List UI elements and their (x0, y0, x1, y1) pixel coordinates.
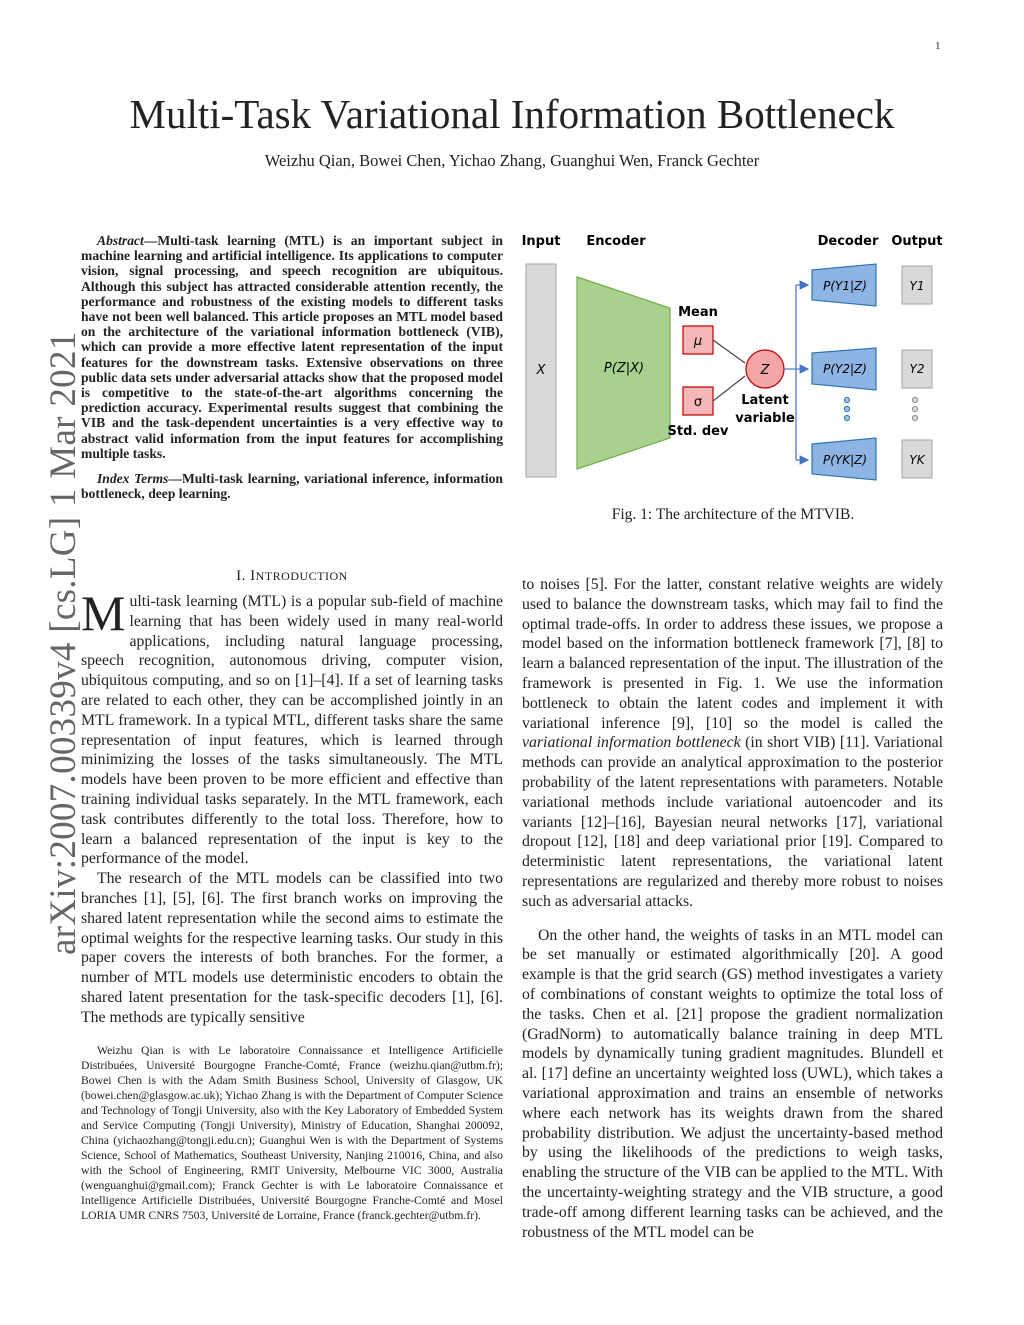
abstract-block (81, 233, 503, 501)
decoder-ellipsis-dot (844, 406, 849, 411)
right-paragraph-1-text-a: to noises [5]. For the latter, constant relative weights are widely used to balance the downstream tasks, which may fail to find the optimal trade-offs. In order to address these issues, we propose a model based on the information bottleneck framework [7], [8] to learn a balanced representation of the input. The illustration of the framework is presented in Fig. 1. We use the information bottleneck to obtain the latent codes and implement it with variational inference [9], [10] so the model is called the (522, 576, 943, 732)
abstract-label: Abstract (97, 233, 144, 248)
decoder-ellipsis-dot (844, 415, 849, 420)
index-terms (81, 471, 503, 501)
latent-title-line-1: Latent (741, 393, 789, 408)
intro-paragraph-1-text: ulti-task learning (MTL) is a popular sub-field of machine learning that has been widely used in many real-world applications, including natural language processing, speech recognition, autonomous driving, computer vision, ubiquitous computing, and so on [1]–[4]. If a set of learning tasks are related to each other, they can be accomplished jointly in an MTL framework. In a typical MTL, different tasks share the same representation of input features, which is learned through minimizing the losses of the tasks simultaneously. The MTL models have been proven to be more efficient and effective than training individual tasks separately. In the MTL framework, each task contributes differently to the total loss. Therefore, how to learn a balanced representation of the input is key to the performance of the model. (81, 593, 503, 868)
abstract-text: —Multi-task learning (MTL) is an important subject in machine learning and artificial intelligence. Its applications to computer vision, signal processing, and speech recognition are ubiquitous. Although this subject has attracted considerable attention recently, the performance and robustness of the existing models to different tasks have not been well balanced. This article proposes an MTL model based on the architecture of the variational information bottleneck (VIB), which can provide a more effective latent representation of the input features for the downstream tasks. Extensive observations on three public data sets under adversarial attacks show that the proposed model is competitive to the state-of-the-art algorithms concerning the prediction accuracy. Experimental results suggest that combining the VIB and the task-dependent uncertainties is a very effective way to abstract valid information from the input features for accomplishing multiple tasks. (81, 233, 503, 461)
abstract (81, 233, 503, 461)
author-list: Weizhu Qian, Bowei Chen, Yichao Zhang, Guanghui Wen, Franck Gechter (264, 151, 760, 170)
index-terms-text: —Multi-task learning, variational inference, information bottleneck, deep learning. (81, 471, 503, 502)
input-label: X (536, 363, 546, 378)
footnote-text: Weizhu Qian is with Le laboratoire Connaissance et Intelligence Artificielle Distribuées, Université Bourgogne Franche-Comté, France (weizhu.qian@utbm.fr); Bowei Chen is with the Adam Smith Business School, University of Glasgow, UK (bowei.chen@glasgow.ac.uk); Yichao Zhang is with the Department of Computer Science and Technology of Tongji University, also with the Key Laboratory of Embedded System and Service Computing (Tongji University), Ministry of Education, Shanghai 200092, China (yichaozhang@tongji.edu.cn); Guanghui Wen is with the Department of Systems Science, School of Mathematics, Southeast University, Nanjing 210016, China, and also with the School of Engineering, RMIT University, Melbourne VIC 3000, Australia (wenguanghui@gmail.com); Franck Gechter is with Le laboratoire Connaissance et Intelligence Artificielle Distribuées, Université Bourgogne Franche-Comté and Mosel LORIA UMR CNRS 7503, Université de Lorraine, France (franck.gechter@utbm.fr). (81, 1044, 503, 1222)
decoder-1-label: P(Y1|Z) (823, 279, 867, 293)
output-1-label: Y1 (909, 279, 925, 293)
latent-symbol: Z (760, 363, 770, 378)
header-output: Output (891, 234, 943, 249)
right-paragraph-1-text-b: (in short VIB) [11]. Variational methods can provide an analytical approximation to the posterior probability of the latent representations with parameters. Notable variational methods include variational autoencoder and its variants [12]–[16], Bayesian neural networks [17], variational dropout [12], [18] and deep variational prior [19]. Compared to deterministic latent representations, the variational latent representations are regularized and thereby more robust to noises such as adversarial attacks. (522, 734, 943, 910)
intro-paragraph-1 (81, 585, 503, 869)
arxiv-identifier: arXiv:2007.00339v4 [cs.LG] 1 Mar 2021 (43, 331, 84, 955)
figure-caption: Fig. 1: The architecture of the MTVIB. (611, 506, 855, 523)
output-ellipsis-dot (912, 406, 917, 411)
mean-title: Mean (678, 305, 718, 320)
figure-architecture (518, 228, 948, 490)
intro-paragraph-2: The research of the MTL models can be classified into two branches [1], [5], [6]. The first branch works on improving the shared latent representation while the second aims to estimate the optimal weights for the respective learning tasks. Our study in this paper covers the interests of both branches. For the former, a number of MTL models use deterministic encoders to obtain the shared latent presentation for the task-specific decoders [1], [6]. The methods are typically sensitive (81, 870, 503, 1026)
author-affiliation-footnote (81, 1043, 503, 1223)
output-ellipsis-dot (912, 397, 917, 402)
latent-title-line-2: variable (735, 411, 795, 426)
page-number: 1 (935, 40, 941, 52)
mean-symbol: μ (693, 334, 703, 349)
architecture-diagram (518, 228, 948, 490)
index-terms-label: Index Terms (97, 471, 169, 487)
output-ellipsis-dot (912, 415, 917, 420)
header-encoder: Encoder (586, 234, 646, 249)
std-symbol: σ (693, 395, 703, 410)
section-title-initial: I (250, 568, 256, 584)
section-heading-introduction (81, 568, 503, 585)
decoder-2-label: P(Y2|Z) (823, 362, 867, 376)
drop-cap: M (81, 585, 126, 641)
decoder-ellipsis-dot (844, 397, 849, 402)
introduction-left-column (81, 585, 503, 1028)
paper-title: Multi-Task Variational Information Bottleneck (129, 91, 895, 137)
header-decoder: Decoder (817, 234, 879, 249)
output-2-label: Y2 (909, 362, 925, 376)
encoder-label: P(Z|X) (603, 361, 645, 376)
right-paragraph-1 (522, 575, 943, 912)
output-k-label: YK (909, 453, 925, 467)
std-title: Std. dev (667, 424, 729, 439)
section-title-rest: NTRODUCTION (255, 569, 348, 583)
mean-to-latent-line (713, 340, 745, 363)
section-number: I. (236, 568, 246, 584)
decoder-k-label: P(YK|Z) (822, 453, 868, 467)
header-input: Input (521, 234, 561, 249)
introduction-right-column (522, 575, 943, 1242)
right-paragraph-2: On the other hand, the weights of tasks in an MTL model can be set manually or estimated algorithmically [20]. A good example is that the grid search (GS) method investigates a variety of combinations of constant weights to optimize the total loss of the tasks. Chen et al. [21] propose the gradient normalization (GradNorm) to automatically balance training in deep MTL models by dynamically tuning gradient magnitudes. Blundell et al. [17] define an uncertainty weighted loss (UWL), which takes a variational approximation and trains an ensemble of networks where each network has its weights drawn from the shared probability distribution. We adjust the uncertainty-based method by using the likelihoods of the predictions to weigh tasks, enabling the structure of the VIB can be applied to the MTL. With the uncertainty-weighting strategy and the VIB structure, a good trade-off among different learning tasks can be achieved, and the robustness of the MTL model can be (522, 926, 943, 1241)
right-paragraph-1-italic: variational information bottleneck (522, 734, 741, 752)
std-to-latent-line (713, 376, 745, 401)
